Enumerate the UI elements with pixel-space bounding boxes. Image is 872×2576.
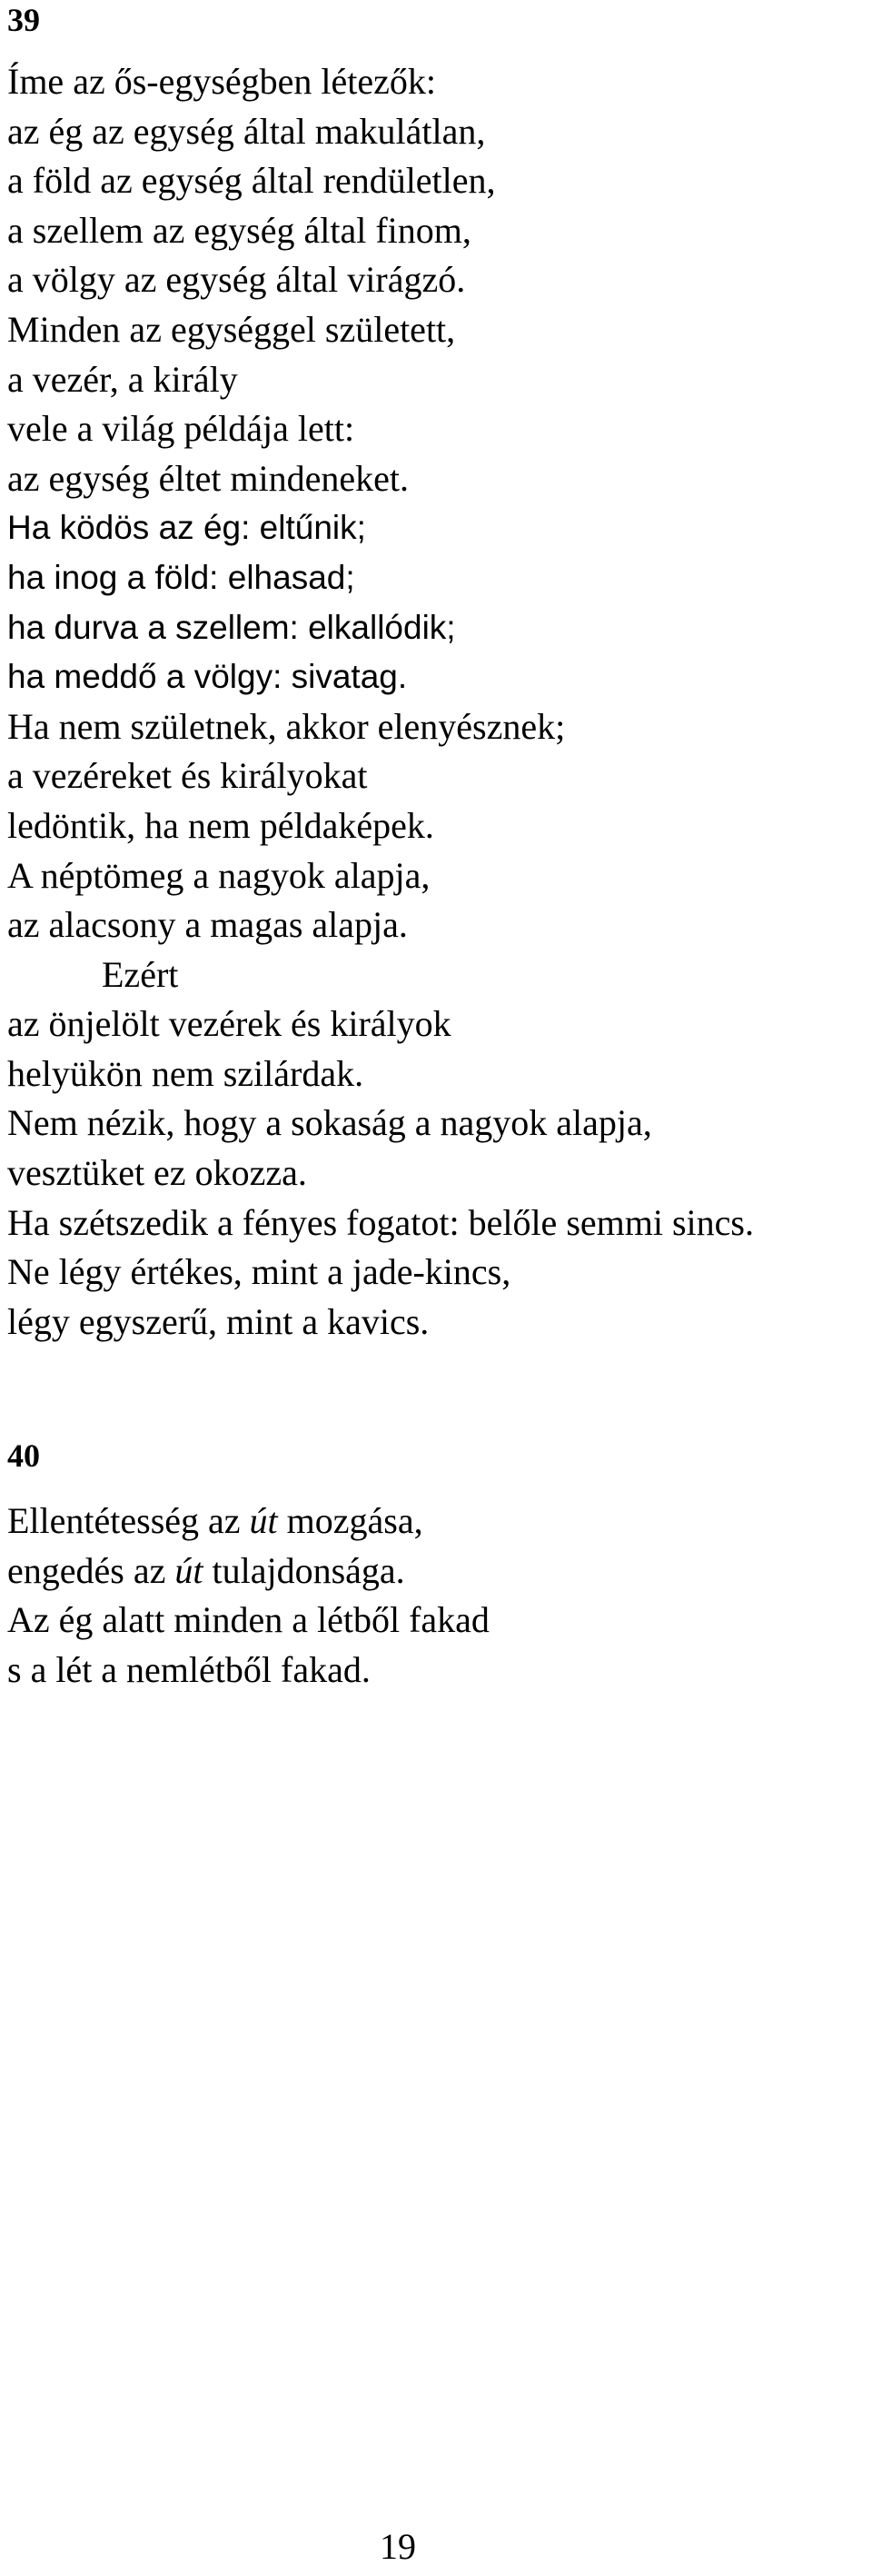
poem-line: helyükön nem szilárdak. bbox=[7, 1052, 364, 1094]
poem-line: ha inog a föld: elhasad; bbox=[7, 558, 355, 596]
line-text: engedés az bbox=[7, 1549, 175, 1591]
chapter-number: 39 bbox=[7, 2, 40, 38]
poem-line: Ne légy értékes, mint a jade-kincs, bbox=[7, 1251, 511, 1293]
poem-line: a völgy az egység által virágzó. bbox=[7, 259, 466, 301]
poem-line bbox=[7, 1547, 490, 1596]
poem-line: Nem nézik, hogy a sokaság a nagyok alapja, bbox=[7, 1102, 652, 1144]
poem-line bbox=[7, 1646, 490, 1696]
poem-line: légy egyszerű, mint a kavics. bbox=[7, 1300, 430, 1342]
poem-line: az ég az egység által makulátlan, bbox=[7, 110, 486, 152]
poem-line: az alacsony a magas alapja. bbox=[7, 904, 408, 946]
poem-line: Ha nem születnek, akkor elenyésznek; bbox=[7, 705, 566, 747]
poem-40 bbox=[7, 1497, 490, 1695]
poem-line: az egység éltet mindeneket. bbox=[7, 457, 410, 499]
poem-line: ha meddő a völgy: sivatag. bbox=[7, 658, 408, 696]
emphasis-text: út bbox=[174, 1549, 203, 1591]
page-number: 19 bbox=[380, 2526, 416, 2567]
poem-line: a föld az egység által rendületlen, bbox=[7, 160, 496, 202]
line-text: Az ég alatt minden a létből fakad bbox=[7, 1599, 490, 1641]
poem-line bbox=[7, 1497, 490, 1547]
chapter-number: 40 bbox=[7, 1437, 40, 1474]
poem-line: az önjelölt vezérek és királyok bbox=[7, 1003, 451, 1045]
poem-line: a szellem az egység által finom, bbox=[7, 209, 471, 251]
line-text: mozgása, bbox=[277, 1500, 423, 1541]
poem-39 bbox=[7, 57, 754, 1347]
poem-line: Ha szétszedik a fényes fogatot: belőle semmi sincs. bbox=[7, 1201, 754, 1243]
line-text: s a lét a nemlétből fakad. bbox=[7, 1648, 371, 1690]
poem-line bbox=[7, 1596, 490, 1646]
poem-line: a vezér, a király bbox=[7, 358, 238, 400]
poem-line: vesztüket ez okozza. bbox=[7, 1152, 307, 1194]
poem-line: Ha ködös az ég: eltűnik; bbox=[7, 509, 366, 547]
poem-line: a vezéreket és királyokat bbox=[7, 755, 368, 797]
poem-line: Ezért bbox=[102, 953, 179, 995]
poem-line: vele a világ példája lett: bbox=[7, 408, 355, 450]
poem-line: ledöntik, ha nem példaképek. bbox=[7, 804, 434, 846]
poem-line: Minden az egységgel született, bbox=[7, 308, 456, 350]
poem-line: ha durva a szellem: elkallódik; bbox=[7, 608, 456, 646]
emphasis-text: út bbox=[249, 1500, 278, 1541]
line-text: tulajdonsága. bbox=[203, 1549, 405, 1591]
poem-line: Íme az ős-egységben létezők: bbox=[7, 61, 437, 102]
line-text: Ellentétesség az bbox=[7, 1500, 250, 1541]
poem-line: A néptömeg a nagyok alapja, bbox=[7, 854, 431, 896]
